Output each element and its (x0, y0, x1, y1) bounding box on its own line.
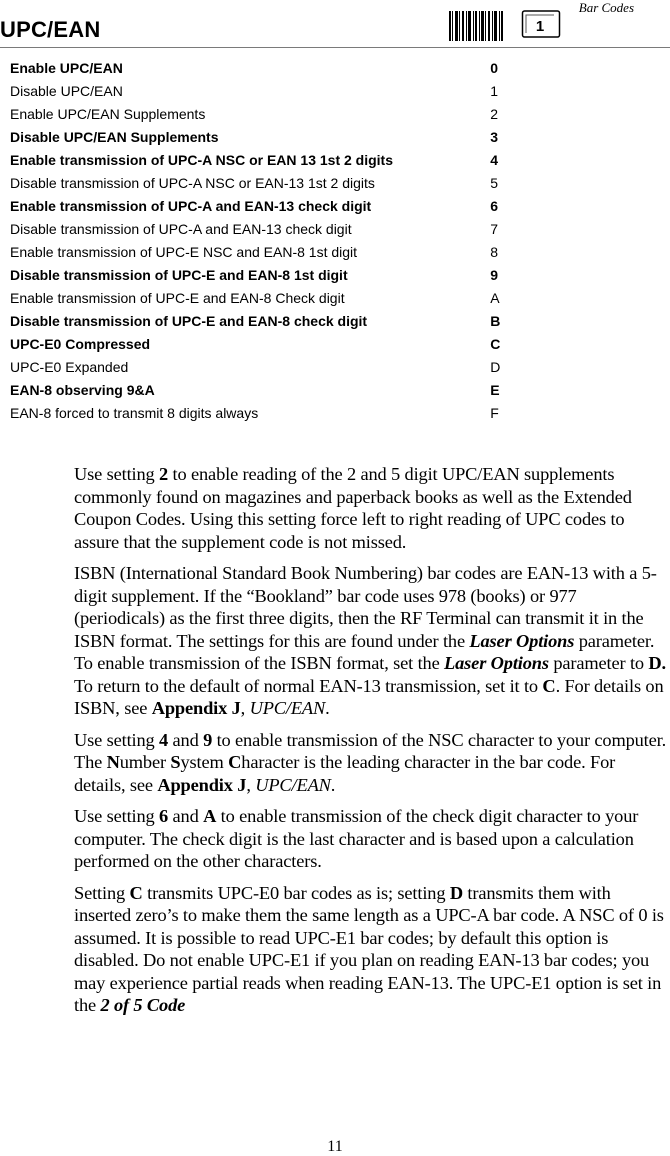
setting-row (10, 290, 510, 313)
setting-value: D (490, 359, 501, 375)
setting-name: Disable transmission of UPC-A and EAN-13 check digit (10, 221, 352, 237)
setting-value: E (490, 382, 500, 398)
text-run: A (203, 806, 217, 826)
setting-name: Enable transmission of UPC-A NSC or EAN 13 1st 2 digits (10, 152, 394, 168)
text-run: transmits them with inserted zero’s to make them the same length as a UPC-A bar code. A NSC of 0 is assumed. It is possible to read UPC-E1 bar codes; by default this option is disabled. Do not enable UPC-E1 if you plan on reading EAN-13 bar codes; you may experience partial reads when reading EAN-13. The UPC-E1 option is set in the (74, 882, 664, 1015)
setting-name: UPC-E0 Compressed (10, 336, 151, 352)
paragraph (74, 805, 670, 873)
paragraph (74, 463, 670, 553)
text-run: umber (119, 752, 171, 772)
text-run: C (129, 882, 143, 903)
setting-name: Enable UPC/EAN (10, 60, 123, 76)
text-run: 2 (159, 464, 169, 484)
text-run: . (330, 774, 336, 795)
text-run: haracter is the leading character in the bar code. For details, see (74, 752, 616, 795)
text-run: D (449, 882, 463, 903)
paragraph (74, 562, 670, 720)
text-run: to enable transmission of the check digit character to your computer. The check digit is the last character and is based upon a calculation performed on the other characters. (74, 806, 639, 871)
keyboard-key-icon (521, 9, 561, 39)
setting-name: Disable transmission of UPC-A NSC or EAN-13 1st 2 digits (10, 175, 375, 191)
text-run: and (168, 806, 204, 826)
text-run: 4 (159, 729, 169, 750)
setting-value: 6 (490, 198, 498, 214)
setting-row (10, 221, 510, 244)
setting-name: EAN-8 forced to transmit 8 digits always (10, 405, 259, 421)
text-run: . (325, 698, 330, 718)
setting-name: Enable transmission of UPC-A and EAN-13 check digit (10, 198, 372, 214)
text-run: ystem (180, 752, 229, 772)
text-run: Laser Options (444, 653, 549, 673)
setting-value: F (490, 405, 499, 421)
setting-name: Enable UPC/EAN Supplements (10, 106, 206, 122)
text-run: to enable reading of the 2 and 5 digit UPC/EAN supplements commonly found on magazines and paperback books as well as the Extended Coupon Codes. Using this setting force left to right reading of UPC codes to assure that the supplement code is not missed. (74, 464, 632, 552)
setting-row (10, 129, 510, 152)
description-text (74, 463, 670, 1026)
setting-name: Disable transmission of UPC-E and EAN-8 1st digit (10, 267, 348, 283)
setting-value: 1 (490, 83, 498, 99)
text-run: ISBN (International Standard Book Numbering) bar codes are EAN-13 with a 5-digit supplement. If the “Bookland” bar code uses 978 (books) or 977 (periodicals) as the first three digits, then the RF Terminal can transmit it in the ISBN format. The settings for this are found under the (74, 563, 657, 651)
text-run: . For details on ISBN, see (74, 675, 664, 718)
setting-row (10, 267, 510, 290)
page-number: 11 (327, 1138, 343, 1155)
text-run: Use setting (74, 806, 160, 826)
text-run: To return to the default of normal EAN-13 transmission, set it to (74, 675, 543, 696)
text-run: , (240, 698, 250, 718)
text-run: D. (648, 653, 666, 673)
text-run: 9 (203, 729, 213, 750)
text-run: and (168, 729, 204, 750)
setting-value: 4 (490, 152, 498, 168)
setting-name: Disable transmission of UPC-E and EAN-8 check digit (10, 313, 368, 329)
text-run: Appendix J (157, 774, 247, 795)
text-run: UPC/EAN (255, 774, 331, 795)
text-run: 6 (159, 806, 169, 826)
setting-value: C (490, 336, 501, 352)
setting-value: 9 (490, 267, 498, 283)
setting-value: 3 (490, 129, 498, 145)
setting-row (10, 382, 510, 405)
setting-value: 0 (490, 60, 498, 76)
paragraph (74, 729, 670, 797)
setting-row (10, 83, 510, 106)
setting-name: Disable UPC/EAN Supplements (10, 129, 219, 145)
setting-value: 5 (490, 175, 498, 191)
text-run: , (246, 774, 256, 795)
setting-row (10, 60, 510, 83)
text-run: to enable transmission of the NSC character to your computer. The (74, 729, 667, 772)
text-run: C (542, 675, 556, 696)
text-run: Laser Options (469, 630, 575, 651)
setting-value: 7 (490, 221, 498, 237)
setting-value: 2 (490, 106, 498, 122)
setting-row (10, 336, 510, 359)
text-run: Appendix J (151, 698, 241, 718)
paragraph (74, 882, 670, 1017)
setting-value: A (490, 290, 500, 306)
setting-value: 8 (490, 244, 498, 260)
text-run: parameter to (548, 653, 649, 673)
text-run: Use setting (74, 464, 160, 484)
setting-row (10, 244, 510, 267)
text-run: N (106, 752, 120, 772)
setting-name: Disable UPC/EAN (10, 83, 123, 99)
setting-row (10, 313, 510, 336)
setting-row (10, 152, 510, 175)
setting-name: Enable transmission of UPC-E NSC and EAN-8 1st digit (10, 244, 358, 260)
setting-row (10, 175, 510, 198)
setting-row (10, 405, 510, 428)
text-run: UPC/EAN (249, 698, 326, 718)
setting-row (10, 106, 510, 129)
setting-name: EAN-8 observing 9&A (10, 382, 155, 398)
setting-name: UPC-E0 Expanded (10, 359, 129, 375)
barcode-icon (447, 8, 505, 44)
page-title: UPC/EAN (0, 17, 101, 42)
text-run: transmits UPC-E0 bar codes as is; setting (142, 882, 450, 903)
setting-row (10, 359, 510, 382)
setting-value: B (490, 313, 501, 329)
setting-row (10, 198, 510, 221)
section-label: Bar Codes (578, 0, 634, 15)
header-divider (0, 47, 670, 48)
text-run: Setting (74, 882, 130, 903)
settings-table (10, 60, 510, 428)
text-run: Use setting (74, 729, 160, 750)
key-icon-label: 1 (535, 18, 545, 35)
text-run: S (170, 752, 181, 772)
text-run: 2 of 5 Code (100, 995, 186, 1015)
text-run: parameter. To enable transmission of the ISBN format, set the (74, 630, 655, 673)
text-run: C (228, 752, 242, 772)
setting-name: Enable transmission of UPC-E and EAN-8 Check digit (10, 290, 345, 306)
